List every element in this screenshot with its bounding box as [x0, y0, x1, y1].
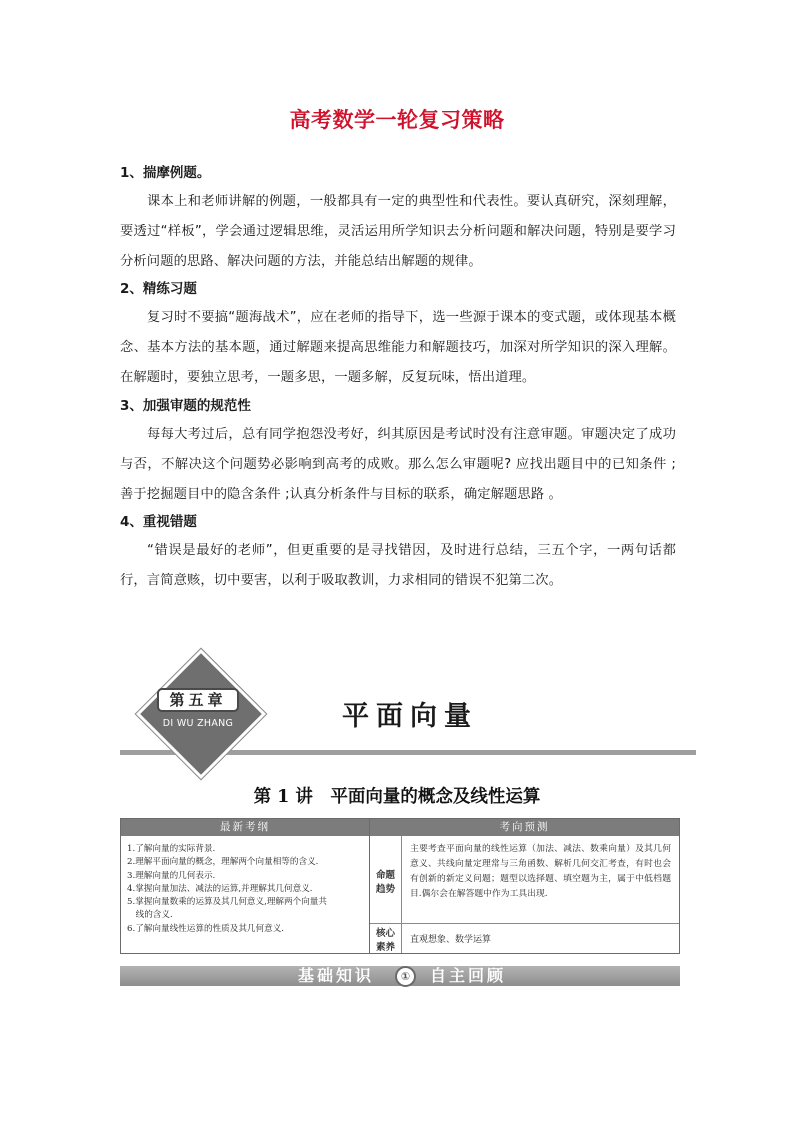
list-item: 5.掌握向量数乘的运算及其几何意义,理解两个向量共	[127, 897, 327, 908]
chapter-diamond-emblem	[136, 649, 266, 779]
list-item: 线的含义.	[127, 910, 173, 921]
table-header-syllabus: 最新考纲	[121, 819, 369, 836]
table-row-divider	[370, 923, 679, 924]
strategy-section-3	[120, 396, 676, 510]
strategy-body: 复习时不要搞“题海战术”，应在老师的指导下，选一些源于课本的变式题，或体现基本概念、基本方法的基本题，通过解题来提高思维能力和解题技巧，加深对所学知识的深入理解。在解题时，要独立思考，一题多思，一题多解，反复玩味，悟出道理。	[120, 310, 676, 385]
list-item: 1.了解向量的实际背景.	[127, 844, 216, 854]
trend-label	[370, 869, 401, 897]
strategy-section-4	[120, 512, 676, 596]
syllabus-list	[127, 843, 365, 936]
strategy-heading: 2、精练习题	[120, 281, 197, 297]
trend-label-line: 命题	[375, 870, 395, 881]
table-header-forecast: 考向预测	[370, 819, 679, 836]
core-label	[370, 927, 401, 955]
strategy-body: 课本上和老师讲解的例题，一般都具有一定的典型性和代表性。要认真研究，深刻理解，要透过“样板”，学会通过逻辑思维，灵活运用所学知识去分析问题和解决问题，特别是要学习分析问题的思路、解决问题的方法，并能总结出解题的规律。	[120, 194, 676, 269]
strategy-heading: 4、重视错题	[120, 514, 197, 530]
strategy-heading: 1、揣摩例题。	[120, 165, 211, 181]
strategy-body: “错误是最好的老师”，但更重要的是寻找错因，及时进行总结，三五个字，一两句话都行，言简意赅，切中要害，以利于吸取教训，力求相同的错误不犯第二次。	[120, 543, 676, 588]
chapter-badge: 第五章	[157, 688, 239, 712]
table-inner-divider	[401, 836, 402, 953]
list-item: 2.理解平面向量的概念，理解两个向量相等的含义.	[127, 857, 319, 868]
section-banner-right: 自主回顾	[430, 966, 507, 985]
chapter-pinyin: DI WU ZHANG	[162, 718, 234, 729]
list-item: 3.理解向量的几何表示.	[127, 870, 216, 881]
core-text: 直观想象、数学运算	[410, 935, 492, 945]
section-number-icon: ①	[395, 966, 416, 987]
strategy-body: 每每大考过后，总有同学抱怨没考好，纠其原因是考试时没有注意审题。审题决定了成功与否，不解决这个问题势必影响到高考的成败。那么怎么审题呢? 应找出题目中的已知条件 ;善于挖掘题目中的隐含条件 ;认真分析条件与目标的联系，确定解题思路 。	[120, 427, 676, 502]
strategy-section-2	[120, 279, 676, 393]
trend-label-line: 趋势	[375, 884, 395, 895]
core-label-line: 素养	[375, 942, 395, 953]
lecture-title: 第 1 讲 平面向量的概念及线性运算	[253, 787, 541, 807]
strategy-section-1	[120, 163, 676, 277]
section-banner-left: 基础知识	[298, 966, 375, 985]
requirements-table	[120, 818, 680, 954]
strategy-heading: 3、加强审题的规范性	[120, 398, 251, 414]
list-item: 6.了解向量线性运算的性质及其几何意义.	[127, 923, 285, 934]
page-title: 高考数学一轮复习策略	[289, 108, 505, 132]
core-label-line: 核心	[375, 928, 395, 939]
trend-text: 主要考查平面向量的线性运算（加法、减法、数乘向量）及其几何意义、共线向量定理常与三角函数、解析几何交汇考查，有时也会有创新的新定义问题；题型以选择题、填空题为主，属于中低档题目.偶尔会在解答题中作为工具出现.	[410, 844, 671, 899]
list-item: 4.掌握向量加法、减法的运算,并理解其几何意义.	[127, 883, 313, 894]
chapter-title: 平面向量	[342, 701, 478, 732]
